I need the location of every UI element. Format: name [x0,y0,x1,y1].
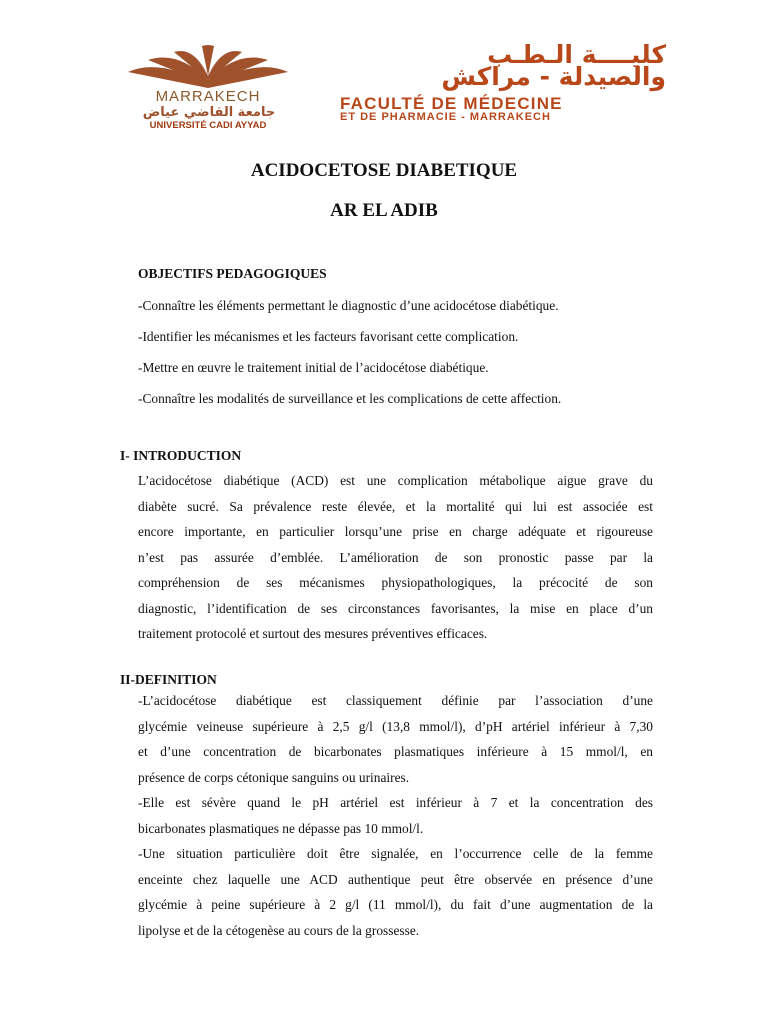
paragraph-line: n’est pas assurée d’emblée. L’amélioration de son pronostic passe par la [138,549,653,565]
faculty-header [332,42,672,126]
university-city: MARRAKECH [155,88,261,105]
paragraph-line: L’acidocétose diabétique (ACD) est une complication métabolique aigue grave du [138,473,653,488]
paragraph-line: lipolyse et de la cétogenèse au cours de la grossesse. [138,922,420,938]
faculty-french-line2: ET DE PHARMACIE - MARRAKECH [340,111,551,123]
document-title: ACIDOCETOSE DIABETIQUE [250,160,518,181]
university-arabic-name: جامعة القاضي عياض [142,105,276,120]
paragraph-line: diagnostic, l’identification de ses circonstances favorisantes, la mise en place d’un [138,600,653,616]
paragraph-line: encore importante, en particulier lorsqu’une prise en charge adéquate et rigoureuse [138,524,653,539]
definition-paragraph [138,688,653,943]
paragraph-line: glycémie à peine supérieure à 2 g/l (11 mmol/l), du fait d’une augmentation de la [138,897,653,912]
objective-item: -Identifier les mécanismes et les facteurs favorisant cette complication. [138,329,519,344]
objective-item: -Mettre en œuvre le traitement initial de l’acidocétose diabétique. [138,360,489,375]
faculty-french-line1: FACULTÉ DE MÉDECINE [340,94,563,113]
document-author: AR EL ADIB [330,200,438,221]
paragraph-line: compréhension de ses mécanismes physiopathologiques, la précocité de son [138,575,653,590]
objective-item: -Connaître les modalités de surveillance et les complications de cette affection. [138,391,562,406]
faculty-arabic-line2: والصيدلة - مراكش [441,62,666,91]
paragraph-line: diabète sucré. Sa prévalence reste élevée, et la mortalité qui lui est associée est [138,498,653,514]
paragraph-line: -L’acidocétose diabétique est classiquement définie par l’association d’une [138,693,653,708]
definition-heading: II-DEFINITION [120,672,217,687]
paragraph-line: -Une situation particulière doit être signalée, en l’occurrence celle de la femme [138,846,653,861]
paragraph-line: présence de corps cétonique sanguins ou urinaires. [138,769,410,785]
objective-item: -Connaître les éléments permettant le diagnostic d’une acidocétose diabétique. [138,298,559,313]
paragraph-line: et d’une concentration de bicarbonates plasmatiques inférieure à 15 mmol/l, en [138,744,653,759]
paragraph-line: bicarbonates plasmatiques ne dépasse pas 10 mmol/l. [138,820,424,836]
introduction-paragraph [138,468,653,647]
introduction-heading: I- INTRODUCTION [120,448,242,463]
paragraph-line: glycémie veineuse supérieure à 2,5 g/l (13,8 mmol/l), d’pH artériel inférieur à 7,30 [138,718,653,734]
paragraph-line: traitement protocolé et surtout des mesures préventives efficaces. [138,626,488,641]
paragraph-line: -Elle est sévère quand le pH artériel est inférieur à 7 et la concentration des [138,795,653,810]
university-name: UNIVERSITÉ CADI AYYAD [149,120,267,131]
faculty-arabic-line1: كليــــة الـطـب [487,40,666,69]
objectives-heading: OBJECTIFS PEDAGOGIQUES [138,266,327,281]
paragraph-line: enceinte chez laquelle une ACD authentique peut être observée en présence d’une [138,871,653,887]
palm-logo-icon [118,44,298,90]
university-logo [118,44,298,134]
